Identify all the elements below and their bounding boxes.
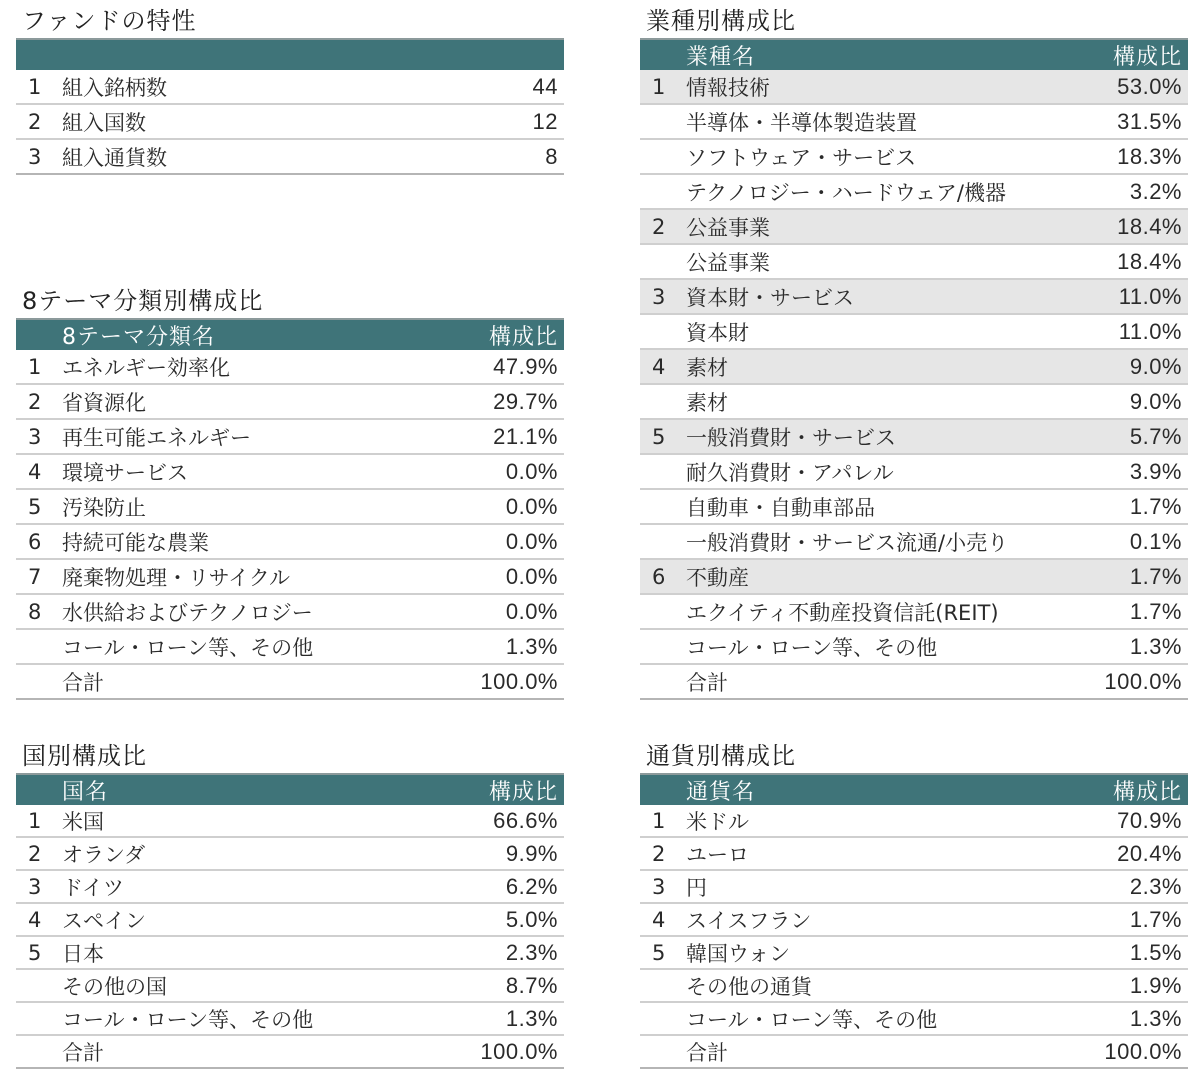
industry-composition-title: 業種別構成比: [646, 7, 796, 35]
table-row: [16, 1036, 564, 1069]
row-number: 1: [652, 808, 666, 833]
row-value: 29.7%: [493, 388, 558, 414]
row-number: 1: [28, 354, 42, 379]
table-row: [640, 70, 1188, 105]
header-value: 構成比: [1112, 779, 1182, 805]
row-number: 3: [28, 424, 42, 449]
row-number: 2: [28, 841, 42, 866]
row-number: 3: [652, 874, 666, 899]
table-row: [640, 871, 1188, 904]
row-number: 6: [28, 529, 42, 554]
table-row: [16, 970, 564, 1003]
row-number: 4: [28, 907, 42, 932]
row-number: 3: [652, 284, 666, 309]
header-value: 構成比: [488, 779, 558, 805]
row-value: 31.5%: [1117, 108, 1182, 134]
table-row: [640, 315, 1188, 350]
row-name: 再生可能エネルギー: [62, 425, 251, 450]
row-value: 100.0%: [480, 668, 558, 694]
row-name: その他の国: [62, 974, 167, 999]
row-value: 0.0%: [505, 563, 558, 589]
table-row: [640, 937, 1188, 970]
table-row: [16, 871, 564, 904]
table-row: [640, 210, 1188, 245]
table-row: [640, 490, 1188, 525]
table-row: [640, 420, 1188, 455]
row-number: 1: [28, 74, 42, 99]
row-name: 円: [686, 875, 707, 900]
table-row: [16, 70, 564, 105]
header-value: 構成比: [1112, 44, 1182, 70]
row-name: 韓国ウォン: [686, 941, 791, 966]
row-value: 1.7%: [1129, 598, 1182, 624]
table-row: [16, 385, 564, 420]
row-value: 2.3%: [505, 939, 558, 965]
table-row: [16, 904, 564, 937]
row-name: 不動産: [686, 565, 749, 590]
table-row: [640, 105, 1188, 140]
table-row: [640, 970, 1188, 1003]
row-name: コール・ローン等、その他: [686, 1007, 938, 1032]
theme-composition-section: [16, 286, 564, 716]
row-value: 66.6%: [493, 807, 558, 833]
table-row: [640, 1036, 1188, 1069]
row-name: スイスフラン: [686, 908, 812, 933]
table-row: [16, 105, 564, 140]
row-value: 1.9%: [1129, 972, 1182, 998]
theme-composition-table: [16, 318, 564, 700]
row-value: 1.3%: [1129, 633, 1182, 659]
theme-composition-title: 8テーマ分類別構成比: [22, 287, 264, 315]
row-number: 4: [652, 907, 666, 932]
table-row: [16, 1003, 564, 1036]
row-number: 1: [28, 808, 42, 833]
row-name: オランダ: [62, 842, 146, 867]
row-number: 5: [28, 494, 42, 519]
row-value: 0.0%: [505, 598, 558, 624]
row-number: 2: [28, 389, 42, 414]
row-name: ユーロ: [686, 842, 749, 867]
row-name: 組入通貨数: [62, 145, 167, 170]
row-value: 0.0%: [505, 458, 558, 484]
table-row: [640, 385, 1188, 420]
header-name: 通貨名: [686, 779, 756, 805]
row-value: 1.3%: [1129, 1005, 1182, 1031]
row-value: 1.5%: [1129, 939, 1182, 965]
row-value: 9.0%: [1129, 353, 1182, 379]
row-number: 5: [652, 424, 666, 449]
row-value: 3.9%: [1129, 458, 1182, 484]
row-value: 20.4%: [1117, 840, 1182, 866]
table-row: [16, 805, 564, 838]
row-name: 省資源化: [62, 390, 146, 415]
row-name: 素材: [686, 390, 728, 415]
row-value: 5.7%: [1129, 423, 1182, 449]
table-header: [16, 318, 564, 350]
header-value: 構成比: [488, 324, 558, 350]
row-name: コール・ローン等、その他: [62, 635, 314, 660]
row-value: 70.9%: [1117, 807, 1182, 833]
row-value: 100.0%: [1104, 1038, 1182, 1064]
row-name: その他の通貨: [686, 974, 812, 999]
row-number: 5: [652, 940, 666, 965]
row-value: 1.7%: [1129, 563, 1182, 589]
table-row: [16, 937, 564, 970]
table-row: [640, 455, 1188, 490]
table-row: [640, 140, 1188, 175]
row-name: 組入国数: [62, 110, 146, 135]
table-header: [16, 38, 564, 70]
table-row: [16, 665, 564, 700]
table-row: [16, 525, 564, 560]
table-row: [640, 805, 1188, 838]
table-row: [640, 245, 1188, 280]
row-name: スペイン: [62, 908, 146, 933]
row-name: 合計: [686, 670, 728, 695]
table-row: [640, 350, 1188, 385]
table-row: [16, 140, 564, 175]
industry-composition-section: [640, 6, 1188, 711]
row-name: 合計: [62, 1040, 104, 1065]
row-value: 2.3%: [1129, 873, 1182, 899]
header-name: 8テーマ分類名: [62, 324, 215, 350]
row-value: 5.0%: [505, 906, 558, 932]
row-value: 18.4%: [1117, 248, 1182, 274]
row-value: 18.4%: [1117, 213, 1182, 239]
row-name: 合計: [62, 670, 104, 695]
table-header: [640, 38, 1188, 70]
row-name: 自動車・自動車部品: [686, 495, 875, 520]
table-row: [16, 560, 564, 595]
row-name: 組入銘柄数: [62, 75, 167, 100]
row-name: 資本財・サービス: [686, 285, 854, 310]
row-value: 47.9%: [493, 353, 558, 379]
row-name: 一般消費財・サービス流通/小売り: [686, 530, 1009, 555]
row-value: 100.0%: [480, 1038, 558, 1064]
row-value: 12: [532, 108, 558, 134]
table-row: [640, 595, 1188, 630]
table-row: [16, 595, 564, 630]
fund-characteristics-section: [16, 6, 564, 186]
row-number: 4: [652, 354, 666, 379]
row-number: 4: [28, 459, 42, 484]
row-name: エネルギー効率化: [62, 355, 230, 380]
fund-characteristics-table: [16, 38, 564, 175]
row-name: コール・ローン等、その他: [62, 1007, 314, 1032]
row-number: 2: [652, 841, 666, 866]
row-number: 1: [652, 74, 666, 99]
row-number: 6: [652, 564, 666, 589]
table-row: [640, 175, 1188, 210]
country-composition-section: [16, 741, 564, 1081]
row-value: 8: [545, 143, 558, 169]
row-number: 3: [28, 874, 42, 899]
row-name: 廃棄物処理・リサイクル: [62, 565, 291, 590]
table-row: [640, 904, 1188, 937]
header-name: 業種名: [686, 44, 756, 70]
table-row: [640, 665, 1188, 700]
country-composition-title: 国別構成比: [22, 742, 147, 770]
row-name: 公益事業: [686, 215, 770, 240]
row-name: ドイツ: [62, 875, 124, 900]
table-row: [640, 838, 1188, 871]
row-value: 9.9%: [505, 840, 558, 866]
row-value: 21.1%: [493, 423, 558, 449]
table-row: [640, 280, 1188, 315]
row-value: 0.1%: [1129, 528, 1182, 554]
row-name: 素材: [686, 355, 728, 380]
row-name: 汚染防止: [62, 495, 146, 520]
table-row: [640, 525, 1188, 560]
currency-composition-section: [640, 741, 1188, 1081]
row-name: 耐久消費財・アパレル: [686, 460, 894, 485]
row-value: 1.7%: [1129, 493, 1182, 519]
row-name: 合計: [686, 1040, 728, 1065]
row-value: 18.3%: [1117, 143, 1182, 169]
table-row: [16, 838, 564, 871]
table-row: [16, 630, 564, 665]
table-header: [16, 773, 564, 805]
row-value: 44: [532, 73, 558, 99]
row-value: 9.0%: [1129, 388, 1182, 414]
row-value: 11.0%: [1118, 318, 1182, 344]
row-name: テクノロジー・ハードウェア/機器: [686, 180, 1006, 205]
row-name: 半導体・半導体製造装置: [686, 110, 917, 135]
row-number: 7: [28, 564, 42, 589]
table-row: [16, 420, 564, 455]
row-name: ソフトウェア・サービス: [686, 145, 917, 170]
row-name: 持続可能な農業: [62, 530, 209, 555]
row-value: 8.7%: [505, 972, 558, 998]
currency-composition-title: 通貨別構成比: [646, 742, 796, 770]
row-value: 53.0%: [1117, 73, 1182, 99]
row-value: 0.0%: [505, 528, 558, 554]
row-name: コール・ローン等、その他: [686, 635, 938, 660]
row-name: 日本: [62, 941, 104, 966]
table-header: [640, 773, 1188, 805]
table-row: [640, 1003, 1188, 1036]
row-name: 資本財: [686, 320, 749, 345]
row-name: エクイティ不動産投資信託(REIT): [686, 600, 999, 625]
table-row: [640, 560, 1188, 595]
header-name: 国名: [62, 779, 109, 805]
country-composition-table: [16, 773, 564, 1069]
industry-composition-table: [640, 38, 1188, 700]
table-row: [16, 455, 564, 490]
row-number: 3: [28, 144, 42, 169]
row-number: 2: [652, 214, 666, 239]
table-row: [16, 350, 564, 385]
row-name: 米国: [62, 809, 104, 834]
row-name: 公益事業: [686, 250, 770, 275]
row-number: 8: [28, 599, 42, 624]
row-number: 2: [28, 109, 42, 134]
row-value: 1.3%: [505, 633, 558, 659]
row-name: 情報技術: [686, 75, 770, 100]
row-value: 1.7%: [1129, 906, 1182, 932]
row-value: 0.0%: [505, 493, 558, 519]
row-value: 3.2%: [1129, 178, 1182, 204]
row-value: 100.0%: [1104, 668, 1182, 694]
row-number: 5: [28, 940, 42, 965]
row-name: 水供給およびテクノロジー: [62, 600, 313, 625]
table-row: [640, 630, 1188, 665]
table-row: [16, 490, 564, 525]
row-name: 米ドル: [686, 809, 749, 834]
row-value: 11.0%: [1118, 283, 1182, 309]
fund-characteristics-title: ファンドの特性: [22, 7, 197, 35]
row-name: 環境サービス: [62, 460, 188, 485]
row-name: 一般消費財・サービス: [686, 425, 896, 450]
currency-composition-table: [640, 773, 1188, 1069]
row-value: 1.3%: [505, 1005, 558, 1031]
row-value: 6.2%: [505, 873, 558, 899]
